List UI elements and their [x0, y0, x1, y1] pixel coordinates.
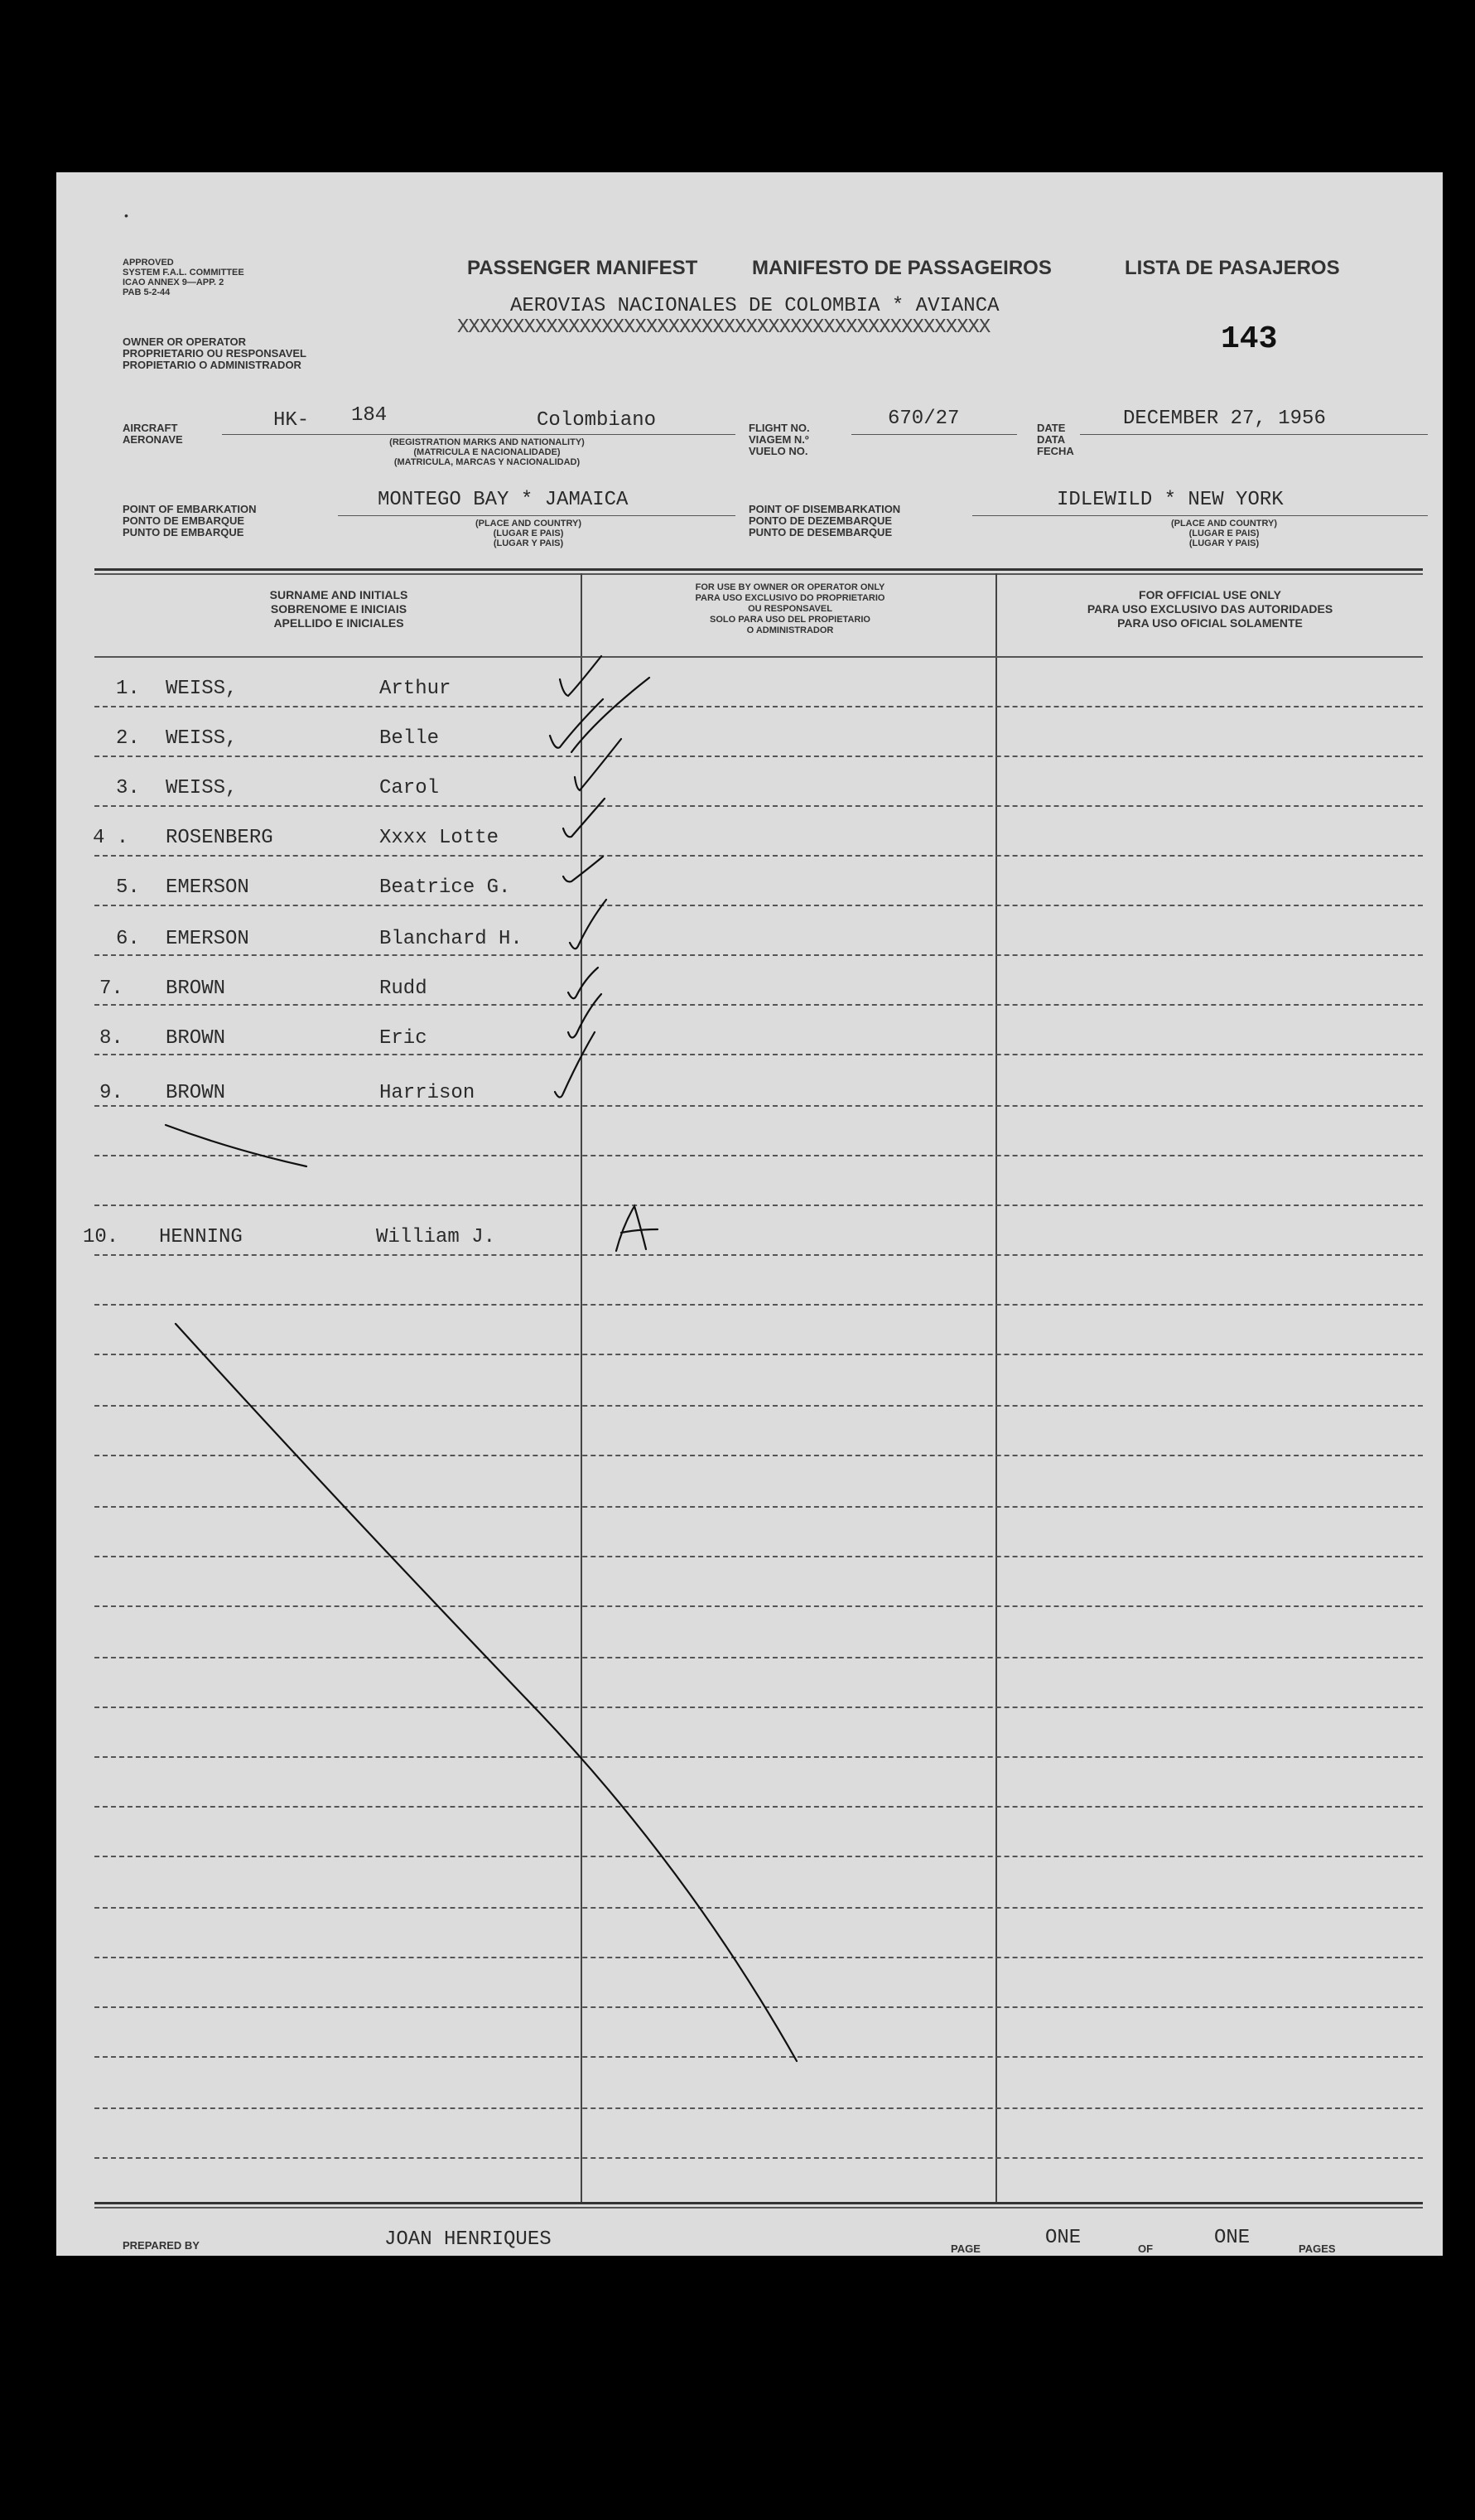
of-pages-value: ONE — [1214, 2227, 1251, 2249]
date-label-line: FECHA — [1037, 445, 1074, 457]
aircraft-number: 184 — [351, 404, 388, 427]
handwritten-a-icon — [616, 1206, 658, 1251]
passenger-given: Arthur — [379, 678, 451, 700]
passenger-given: Eric — [379, 1027, 427, 1050]
title-es: LISTA DE PASAJEROS — [1125, 257, 1340, 279]
disembarkation-value: IDLEWILD * NEW YORK — [1057, 489, 1284, 511]
date-label-line: DATA — [1037, 433, 1066, 446]
embark-label-line: PUNTO DE EMBARQUE — [123, 526, 244, 538]
prepared-by-label: PREPARED BY — [123, 2239, 200, 2252]
passenger-number: 1. — [116, 678, 140, 700]
passenger-surname: BROWN — [166, 978, 226, 1000]
caption-line: (LUGAR E PAIS) — [1188, 529, 1260, 538]
disembark-label-line: PUNTO DE DESEMBARQUE — [749, 526, 893, 538]
check-mark-icon — [570, 900, 606, 949]
passenger-given: Rudd — [379, 978, 427, 1000]
prepared-by-value: JOAN HENRIQUES — [384, 2228, 552, 2251]
col-header-line: APELLIDO E INICIALES — [273, 616, 404, 630]
flight-date: DECEMBER 27, 1956 — [1123, 408, 1326, 430]
operator-name: AEROVIAS NACIONALES DE COLOMBIA * AVIANCA — [510, 295, 1000, 317]
check-mark-icon — [563, 857, 603, 881]
col-header-line: PARA USO EXCLUSIVO DAS AUTORIDADES — [1087, 602, 1333, 616]
passenger-number: 7. — [99, 978, 123, 1000]
col-header-line: FOR OFFICIAL USE ONLY — [1139, 588, 1281, 601]
check-mark-icon — [563, 799, 605, 837]
caption-line: (LUGAR Y PAIS) — [1188, 538, 1260, 548]
col-header-line: O ADMINISTRADOR — [746, 625, 834, 635]
of-label: OF — [1138, 2242, 1154, 2255]
check-mark-icon — [568, 994, 601, 1038]
col-header-line: SURNAME AND INITIALS — [269, 588, 408, 601]
passenger-given: Blanchard H. — [379, 928, 523, 950]
owner-line: PROPRIETARIO OU RESPONSAVEL — [123, 347, 306, 360]
embark-label-line: POINT OF EMBARKATION — [123, 503, 257, 515]
col-header-line: PARA USO OFICIAL SOLAMENTE — [1117, 616, 1303, 630]
owner-line: OWNER OR OPERATOR — [123, 336, 247, 348]
col-header-line: PARA USO EXCLUSIVO DO PROPRIETARIO — [695, 593, 885, 603]
passenger-surname: WEISS, — [166, 678, 238, 700]
col-header-line: FOR USE BY OWNER OR OPERATOR ONLY — [695, 582, 885, 592]
aircraft-label-line: AERONAVE — [123, 433, 183, 446]
date-label-line: DATE — [1037, 422, 1066, 434]
aircraft-label-line: AIRCRAFT — [123, 422, 178, 434]
check-mark-icon — [571, 678, 649, 752]
passenger-given: Beatrice G. — [379, 876, 511, 899]
check-mark-icon — [550, 699, 603, 748]
approved-line: PAB 5-2-44 — [123, 287, 171, 297]
passenger-given: William J. — [376, 1226, 496, 1248]
passenger-number: 10. — [83, 1226, 119, 1248]
passenger-given: Harrison — [379, 1082, 475, 1104]
owner-line: PROPIETARIO O ADMINISTRADOR — [123, 359, 301, 371]
flight-label-line: VUELO NO. — [749, 445, 808, 457]
check-mark-icon — [568, 968, 598, 998]
aircraft-prefix: HK- — [273, 409, 310, 432]
handwritten-marks — [56, 172, 1443, 2256]
footer-line — [94, 2202, 1423, 2204]
check-mark-icon — [555, 1032, 595, 1098]
passenger-surname: ROSENBERG — [166, 827, 273, 849]
passenger-number: 4 . — [93, 827, 129, 849]
aircraft-nationality: Colombiano — [537, 409, 657, 432]
passenger-surname: WEISS, — [166, 727, 238, 750]
approved-line: APPROVED — [123, 258, 174, 268]
caption-line: (LUGAR Y PAIS) — [493, 538, 564, 548]
passenger-surname: WEISS, — [166, 777, 238, 799]
caption-line: (PLACE AND COUNTRY) — [1170, 519, 1278, 529]
page-value: ONE — [1045, 2227, 1082, 2249]
manifest-page — [56, 172, 1443, 2256]
passenger-given: Carol — [379, 777, 440, 799]
caption-line: (MATRICULA E NACIONALIDADE) — [413, 447, 561, 457]
passenger-surname: EMERSON — [166, 928, 249, 950]
embark-label-line: PONTO DE EMBARQUE — [123, 514, 245, 527]
passenger-number: 9. — [99, 1082, 123, 1104]
passenger-surname: EMERSON — [166, 876, 249, 899]
check-mark-icon — [575, 739, 621, 790]
passenger-number: 2. — [116, 727, 140, 750]
caption-line: (PLACE AND COUNTRY) — [475, 519, 582, 529]
disembark-label-line: PONTO DE DEZEMBARQUE — [749, 514, 893, 527]
passenger-given: Xxxx Lotte — [379, 827, 499, 849]
passenger-number: 3. — [116, 777, 140, 799]
passenger-given: Belle — [379, 727, 440, 750]
flight-number: 670/27 — [888, 408, 960, 430]
caption-line: (MATRICULA, MARCAS Y NACIONALIDAD) — [393, 457, 581, 467]
caption-line: (LUGAR E PAIS) — [493, 529, 564, 538]
footer-line-2 — [94, 2207, 1423, 2209]
col-header-line: SOLO PARA USO DEL PROPIETARIO — [710, 615, 870, 625]
flight-label-line: VIAGEM N.º — [749, 433, 809, 446]
passenger-surname: BROWN — [166, 1027, 226, 1050]
strike-line — [176, 1324, 797, 2061]
page-label: PAGE — [951, 2242, 981, 2255]
approved-line: ICAO ANNEX 9—APP. 2 — [123, 278, 224, 287]
col-header-line: OU RESPONSAVEL — [748, 604, 832, 614]
passenger-number: 6. — [116, 928, 140, 950]
embarkation-value: MONTEGO BAY * JAMAICA — [378, 489, 629, 511]
check-mark-icon — [560, 656, 601, 696]
col-header-line: SOBRENOME E INICIAIS — [270, 602, 407, 616]
title-en: PASSENGER MANIFEST — [467, 257, 698, 279]
page-number: 143 — [1221, 321, 1278, 357]
corner-mark: • — [124, 209, 128, 222]
disembark-label-line: POINT OF DISEMBARKATION — [749, 503, 901, 515]
approved-line: SYSTEM F.A.L. COMMITTEE — [123, 268, 244, 278]
passenger-surname: BROWN — [166, 1082, 226, 1104]
passenger-number: 5. — [116, 876, 140, 899]
caption-line: (REGISTRATION MARKS AND NATIONALITY) — [389, 437, 585, 447]
flight-label-line: FLIGHT NO. — [749, 422, 810, 434]
passenger-surname: HENNING — [159, 1226, 243, 1248]
strike-line — [166, 1125, 306, 1166]
title-pt: MANIFESTO DE PASSAGEIROS — [752, 257, 1052, 279]
passenger-number: 8. — [99, 1027, 123, 1050]
pages-label: PAGES — [1299, 2242, 1336, 2255]
struck-text: XXXXXXXXXXXXXXXXXXXXXXXXXXXXXXXXXXXXXXXXXXXXXXXX — [457, 316, 991, 339]
